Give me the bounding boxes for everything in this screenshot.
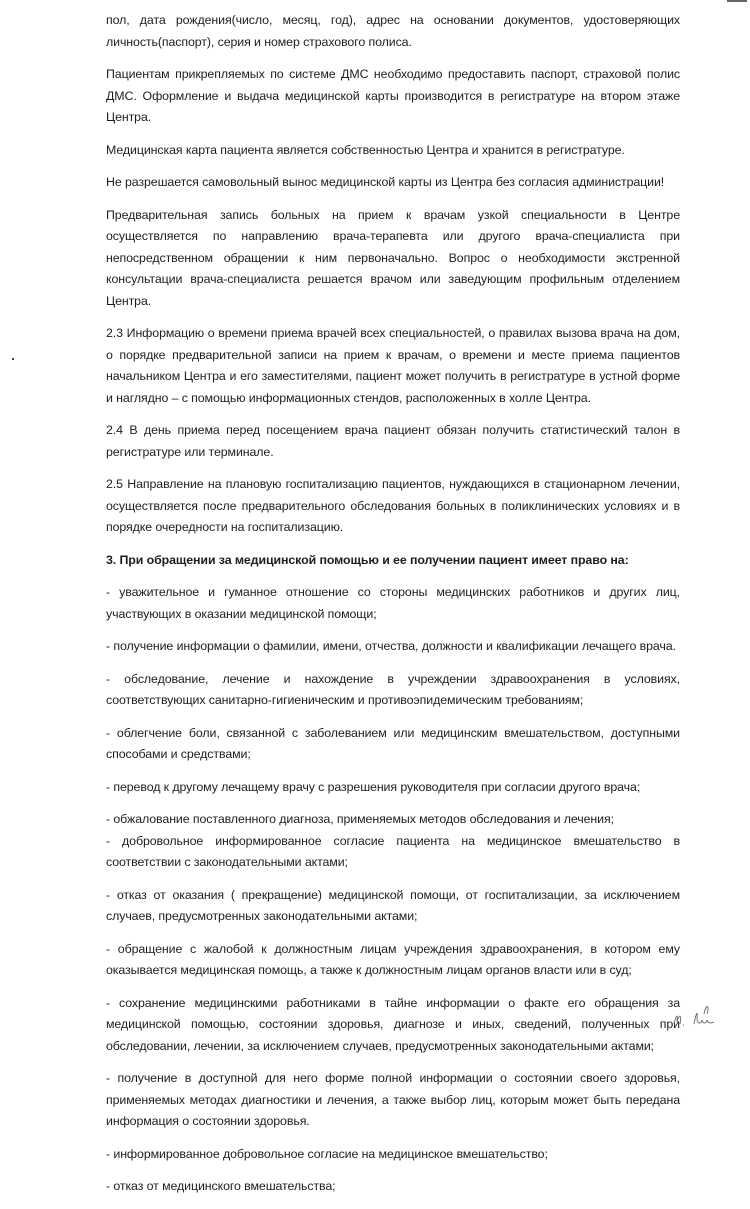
paragraph: Пациентам прикрепляемых по системе ДМС необходимо предоставить паспорт, страховой полис ДМС. Оформление и выдача медицинской карты производится в регистратуре на втором этаже Центра. bbox=[106, 67, 680, 124]
list-item: - отказ от оказания ( прекращение) медицинской помощи, от госпитализации, за исключением случаев, предусмотренных законодательными актами; bbox=[106, 887, 680, 923]
list-item: - обращение с жалобой к должностным лицам учреждения здравоохранения, в котором ему оказывается медицинская помощь, а также к должностным лицам органов власти или в суд; bbox=[106, 941, 680, 977]
list-item: - облегчение боли, связанной с заболеванием или медицинским вмешательством, доступными способами и средствами; bbox=[106, 725, 680, 761]
paragraph-2-3: 2.3 Информацию о времени приема врачей всех специальностей, о правилах вызова врача на дом, о порядке предварительной записи на прием к врачам, о времени и месте приема пациентов начальником Центра и его заместителями, пациент может получить в регистратуре в устной форме и наглядно – с помощью информационных стендов, расположенных в холле Центра. bbox=[106, 326, 680, 405]
paragraph: Предварительная запись больных на прием к врачам узкой специальности в Центре осуществляется по направлению врача-терапевта или другого врача-специалиста при непосредственном обращении к ним первоначально. Вопрос о необходимости экстренной консультации врача-специалиста решается врачом или заведующим профильным отделением Центра. bbox=[106, 207, 680, 308]
list-item: - получение информации о фамилии, имени, отчества, должности и квалификации лечащего врача. bbox=[106, 639, 676, 653]
paragraph: Не разрешается самовольный вынос медицинской карты из Центра без согласия администрации! bbox=[106, 175, 665, 189]
list-item: - отказ от медицинского вмешательства; bbox=[106, 1179, 336, 1193]
signature-icon bbox=[668, 1000, 738, 1028]
list-item: - обследование, лечение и нахождение в учреждении здравоохранения в условиях, соответствующих санитарно-гигиеническим и противоэпидемическим требованиям; bbox=[106, 671, 680, 707]
scan-artifact-dot bbox=[12, 358, 14, 360]
paragraph-2-5: 2.5 Направление на плановую госпитализацию пациентов, нуждающихся в стационарном лечении, осуществляется после предварительного обследования больных в поликлинических условиях и в порядке очередности на госпитализацию. bbox=[106, 477, 680, 534]
list-item: - информированное добровольное согласие на медицинское вмешательство; bbox=[106, 1146, 548, 1161]
section-heading-3: 3. При обращении за медицинской помощью и ее получении пациент имеет право на: bbox=[106, 552, 629, 567]
list-item: - обжалование поставленного диагноза, применяемых методов обследования и лечения; bbox=[106, 812, 614, 826]
list-item: - сохранение медицинскими работниками в тайне информации о факте его обращения за медицинской помощью, состоянии здоровья, диагнозе и иных, сведений, полученных при обследовании, лечении, за исключением случаев, предусмотренных законодательными актами; bbox=[106, 995, 680, 1053]
list-item: - добровольное информированное согласие пациента на медицинское вмешательство в соответствии с законодательными актами; bbox=[106, 833, 680, 869]
list-item: - получение в доступной для него форме полной информации о состоянии своего здоровья, применяемых методах диагностики и лечения, а также выбор лиц, которым может быть передана информация о состоянии здоровья. bbox=[106, 1071, 680, 1128]
scan-artifact bbox=[727, 0, 747, 2]
list-item: - уважительное и гуманное отношение со стороны медицинских работников и других лиц, участвующих в оказании медицинской помощи; bbox=[106, 585, 680, 621]
document-body bbox=[106, 10, 680, 1209]
paragraph-2-4: 2.4 В день приема перед посещением врача пациент обязан получить статистический талон в регистратуре или терминале. bbox=[106, 423, 680, 459]
paragraph: Медицинская карта пациента является собственностью Центра и хранится в регистратуре. bbox=[106, 142, 625, 157]
list-item: - перевод к другому лечащему врачу с разрешения руководителя при согласии другого врача; bbox=[106, 779, 641, 794]
paragraph: пол, дата рождения(число, месяц, год), адрес на основании документов, удостоверяющих личность(паспорт), серия и номер страхового полиса. bbox=[106, 13, 680, 49]
